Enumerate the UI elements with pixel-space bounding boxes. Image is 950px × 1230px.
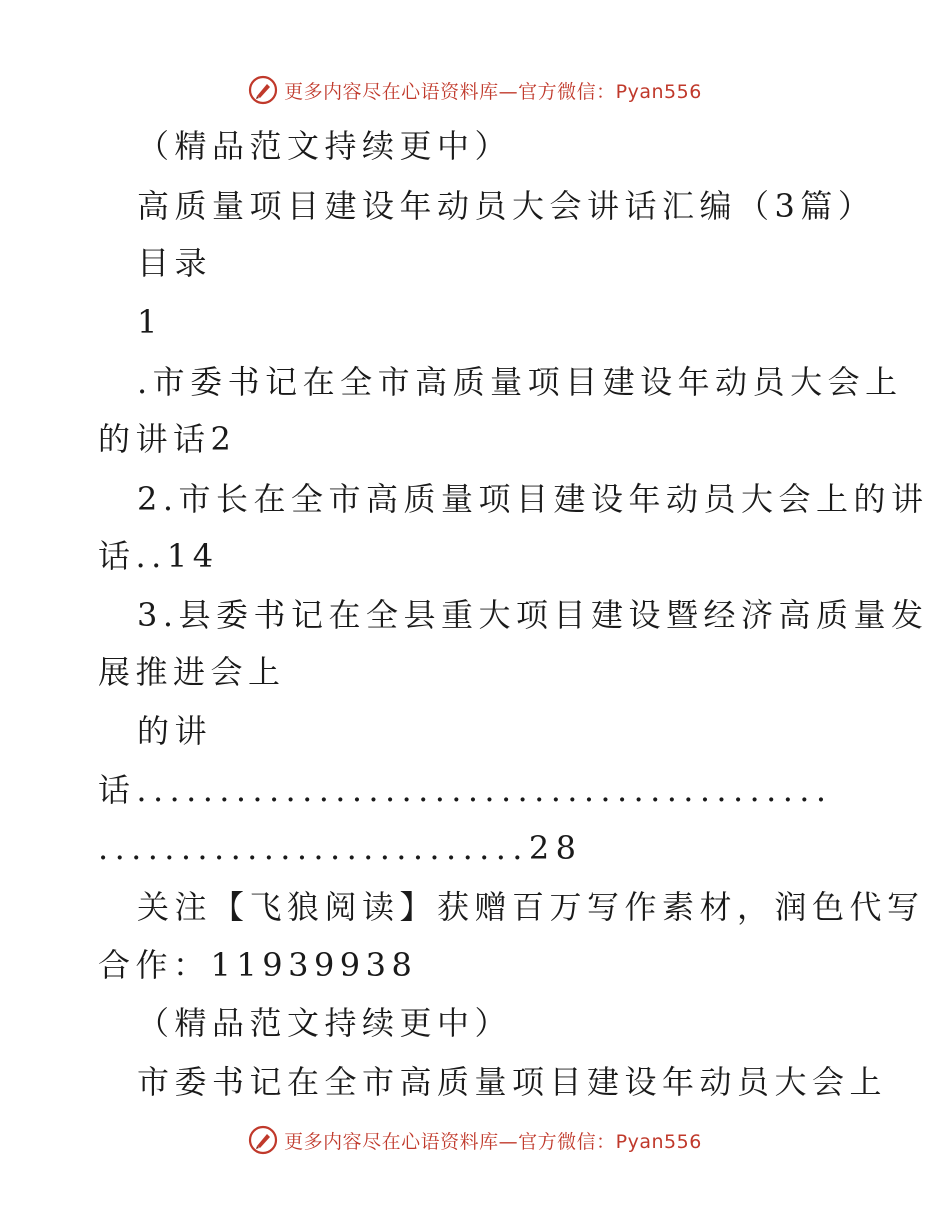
watermark-text: 更多内容尽在心语资料库—官方微信：Pyan556 [284,1130,702,1153]
promo-text: 关注【飞狼阅读】获赠百万写作素材，润色代写 [137,888,925,926]
toc-item-1: .市委书记在全市高质量项目建设年动员大会上 [137,363,903,401]
toc-item-3: 3.县委书记在全县重大项目建设暨经济高质量发 [137,596,929,634]
toc-item-3-cont2: 的讲 [137,712,213,750]
series-note-2: （精品范文持续更中） [137,1004,513,1042]
section-title: 市委书记在全市高质量项目建设年动员大会上 [137,1063,888,1101]
promo-contact: 合作：11939938 [98,946,418,984]
toc-item-1-cont: 的讲话2 [98,420,237,458]
pen-logo-icon [248,1125,278,1155]
toc-number: 1 [137,303,163,341]
series-note: （精品范文持续更中） [137,127,513,165]
watermark-text: 更多内容尽在心语资料库—官方微信：Pyan556 [284,80,702,103]
toc-item-3-page: ..........................28 [98,829,583,867]
watermark-footer [0,1120,950,1160]
toc-item-2: 2.市长在全市高质量项目建设年动员大会上的讲 [137,480,929,518]
toc-item-2-cont: 话..14 [98,537,219,575]
toc-item-3-cont: 展推进会上 [98,653,286,691]
toc-heading: 目录 [137,244,213,282]
toc-item-3-leader: 话.......................................... [98,771,833,809]
document-title: 高质量项目建设年动员大会讲话汇编（3篇） [137,187,876,225]
